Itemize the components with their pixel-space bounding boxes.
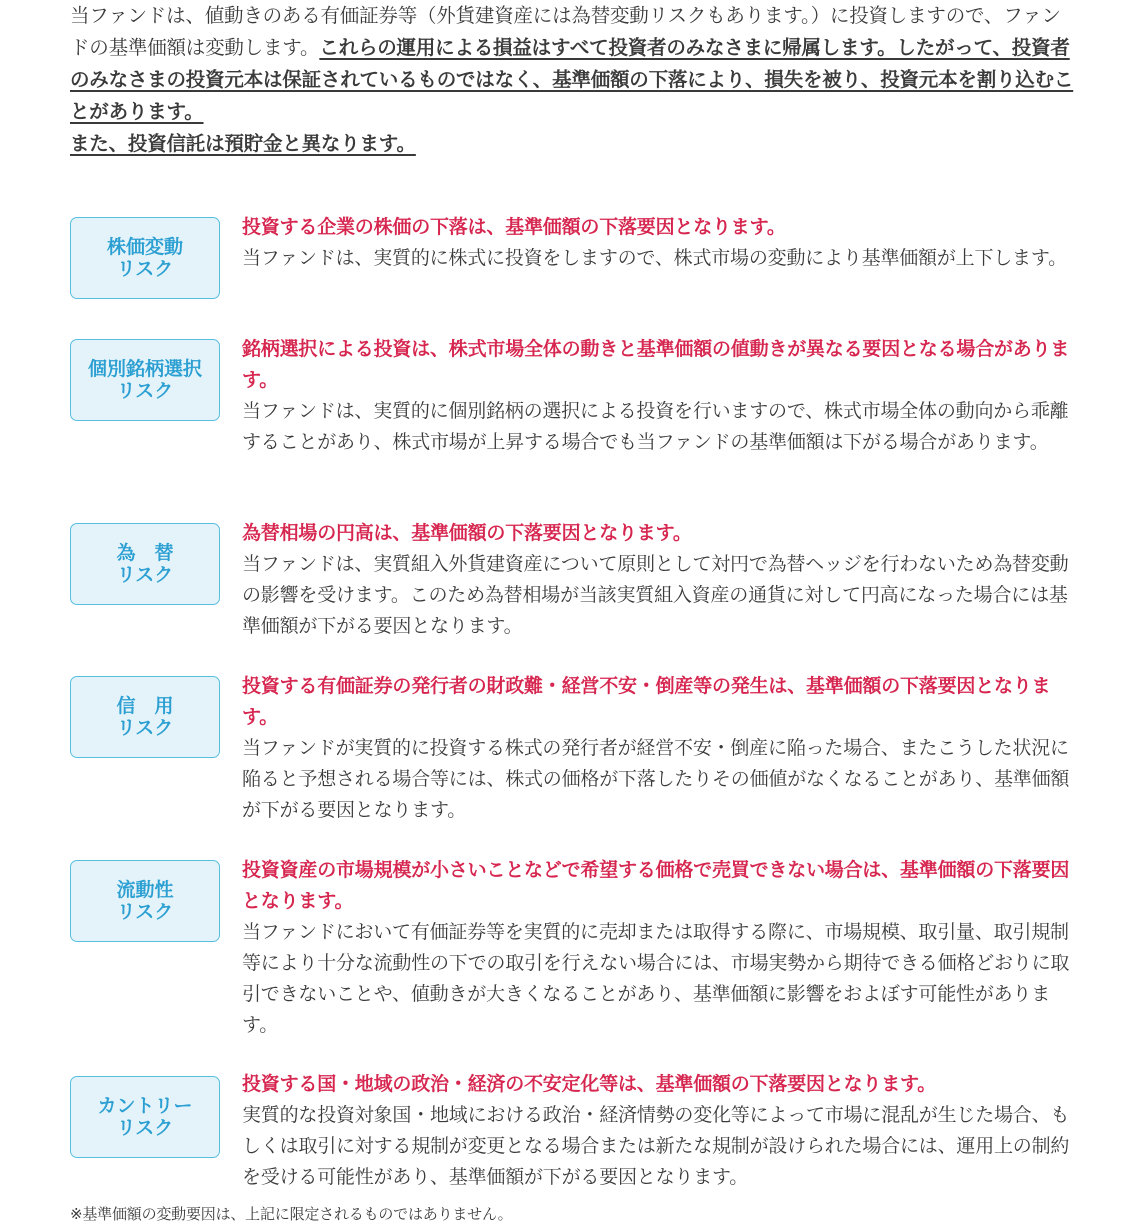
risk-label-line2: リスク (116, 258, 174, 280)
risk-label-line2: リスク (116, 564, 174, 586)
risk-body: 当ファンドは、実質組入外貨建資産について原則として対円で為替ヘッジを行わないため為替変動の影響を受けます。このため為替相場が当該実質組入資産の通貨に対して円高になった場合には基準価額が下がる要因となります。 (242, 553, 1069, 637)
risk-headline: 為替相場の円高は、基準価額の下落要因となります。 (242, 522, 692, 544)
risk-label-badge (70, 860, 220, 942)
intro-emphasis-text-2: また、投資信託は預貯金と異なります。 (70, 132, 416, 155)
footnote: ※基準価額の変動要因は、上記に限定されるものではありません。 (70, 1205, 513, 1223)
risk-label-line2: リスク (116, 1117, 174, 1139)
risk-headline: 銘柄選択による投資は、株式市場全体の動きと基準価額の値動きが異なる要因となる場合があります。 (242, 338, 1070, 391)
risk-description (242, 212, 1077, 274)
risk-label-badge (70, 1076, 220, 1158)
risk-label-line1: カントリー (97, 1095, 193, 1117)
risk-label-badge (70, 217, 220, 299)
risk-label-line1: 流動性 (116, 879, 174, 901)
risk-label-line1: 株価変動 (106, 236, 183, 258)
risk-headline: 投資する企業の株価の下落は、基準価額の下落要因となります。 (242, 216, 786, 238)
intro-plain-text: 当ファンドは、値動きのある有価証券等（外貨建資産には為替変動リスクもあります。）に投資しますので、ファンドの基準価額は変動します。 (70, 4, 1061, 59)
risk-body: 当ファンドにおいて有価証券等を実質的に売却または取得する際に、市場規模、取引量、取引規制等により十分な流動性の下での取引を行えない場合には、市場実勢から期待できる価格どおりに取引できないことや、値動きが大きくなることがあり、基準価額に影響をおよぼす可能性があります。 (242, 921, 1070, 1036)
risk-label-badge (70, 523, 220, 605)
risk-label-line1: 為 替 (116, 542, 174, 564)
risk-label-badge (70, 676, 220, 758)
risk-description (242, 855, 1077, 1041)
risk-label-line2: リスク (116, 717, 174, 739)
risk-headline: 投資資産の市場規模が小さいことなどで希望する価格で売買できない場合は、基準価額の下落要因となります。 (242, 859, 1070, 912)
risk-label-line2: リスク (116, 380, 174, 402)
risk-description (242, 671, 1077, 826)
risk-body: 当ファンドは、実質的に株式に投資をしますので、株式市場の変動により基準価額が上下します。 (242, 247, 1067, 269)
risk-headline: 投資する有価証券の発行者の財政難・経営不安・倒産等の発生は、基準価額の下落要因となります。 (242, 675, 1051, 728)
intro-paragraph (70, 0, 1080, 160)
risk-description (242, 518, 1077, 642)
risk-description (242, 1069, 1077, 1193)
risk-body: 当ファンドは、実質的に個別銘柄の選択による投資を行いますので、株式市場全体の動向から乖離することがあり、株式市場が上昇する場合でも当ファンドの基準価額は下がる場合があります。 (242, 400, 1069, 453)
risk-label-line1: 個別銘柄選択 (87, 358, 202, 380)
risk-label-line1: 信 用 (116, 695, 174, 717)
risk-body: 当ファンドが実質的に投資する株式の発行者が経営不安・倒産に陥った場合、またこうした状況に陥ると予想される場合等には、株式の価格が下落したりその価値がなくなることがあり、基準価額が下がる要因となります。 (242, 737, 1070, 821)
risk-headline: 投資する国・地域の政治・経済の不安定化等は、基準価額の下落要因となります。 (242, 1073, 937, 1095)
risk-label-line2: リスク (116, 901, 174, 923)
intro-emphasis-text: これらの運用による損益はすべて投資者のみなさまに帰属します。したがって、投資者のみなさまの投資元本は保証されているものではなく、基準価額の下落により、損失を被り、投資元本を割り込むことがあります。 (70, 36, 1074, 123)
risk-body: 実質的な投資対象国・地域における政治・経済情勢の変化等によって市場に混乱が生じた場合、もしくは取引に対する規制が変更となる場合または新たな規制が設けられた場合には、運用上の制約を受ける可能性があり、基準価額が下がる要因となります。 (242, 1104, 1070, 1188)
risk-label-badge (70, 339, 220, 421)
risk-description (242, 334, 1077, 458)
